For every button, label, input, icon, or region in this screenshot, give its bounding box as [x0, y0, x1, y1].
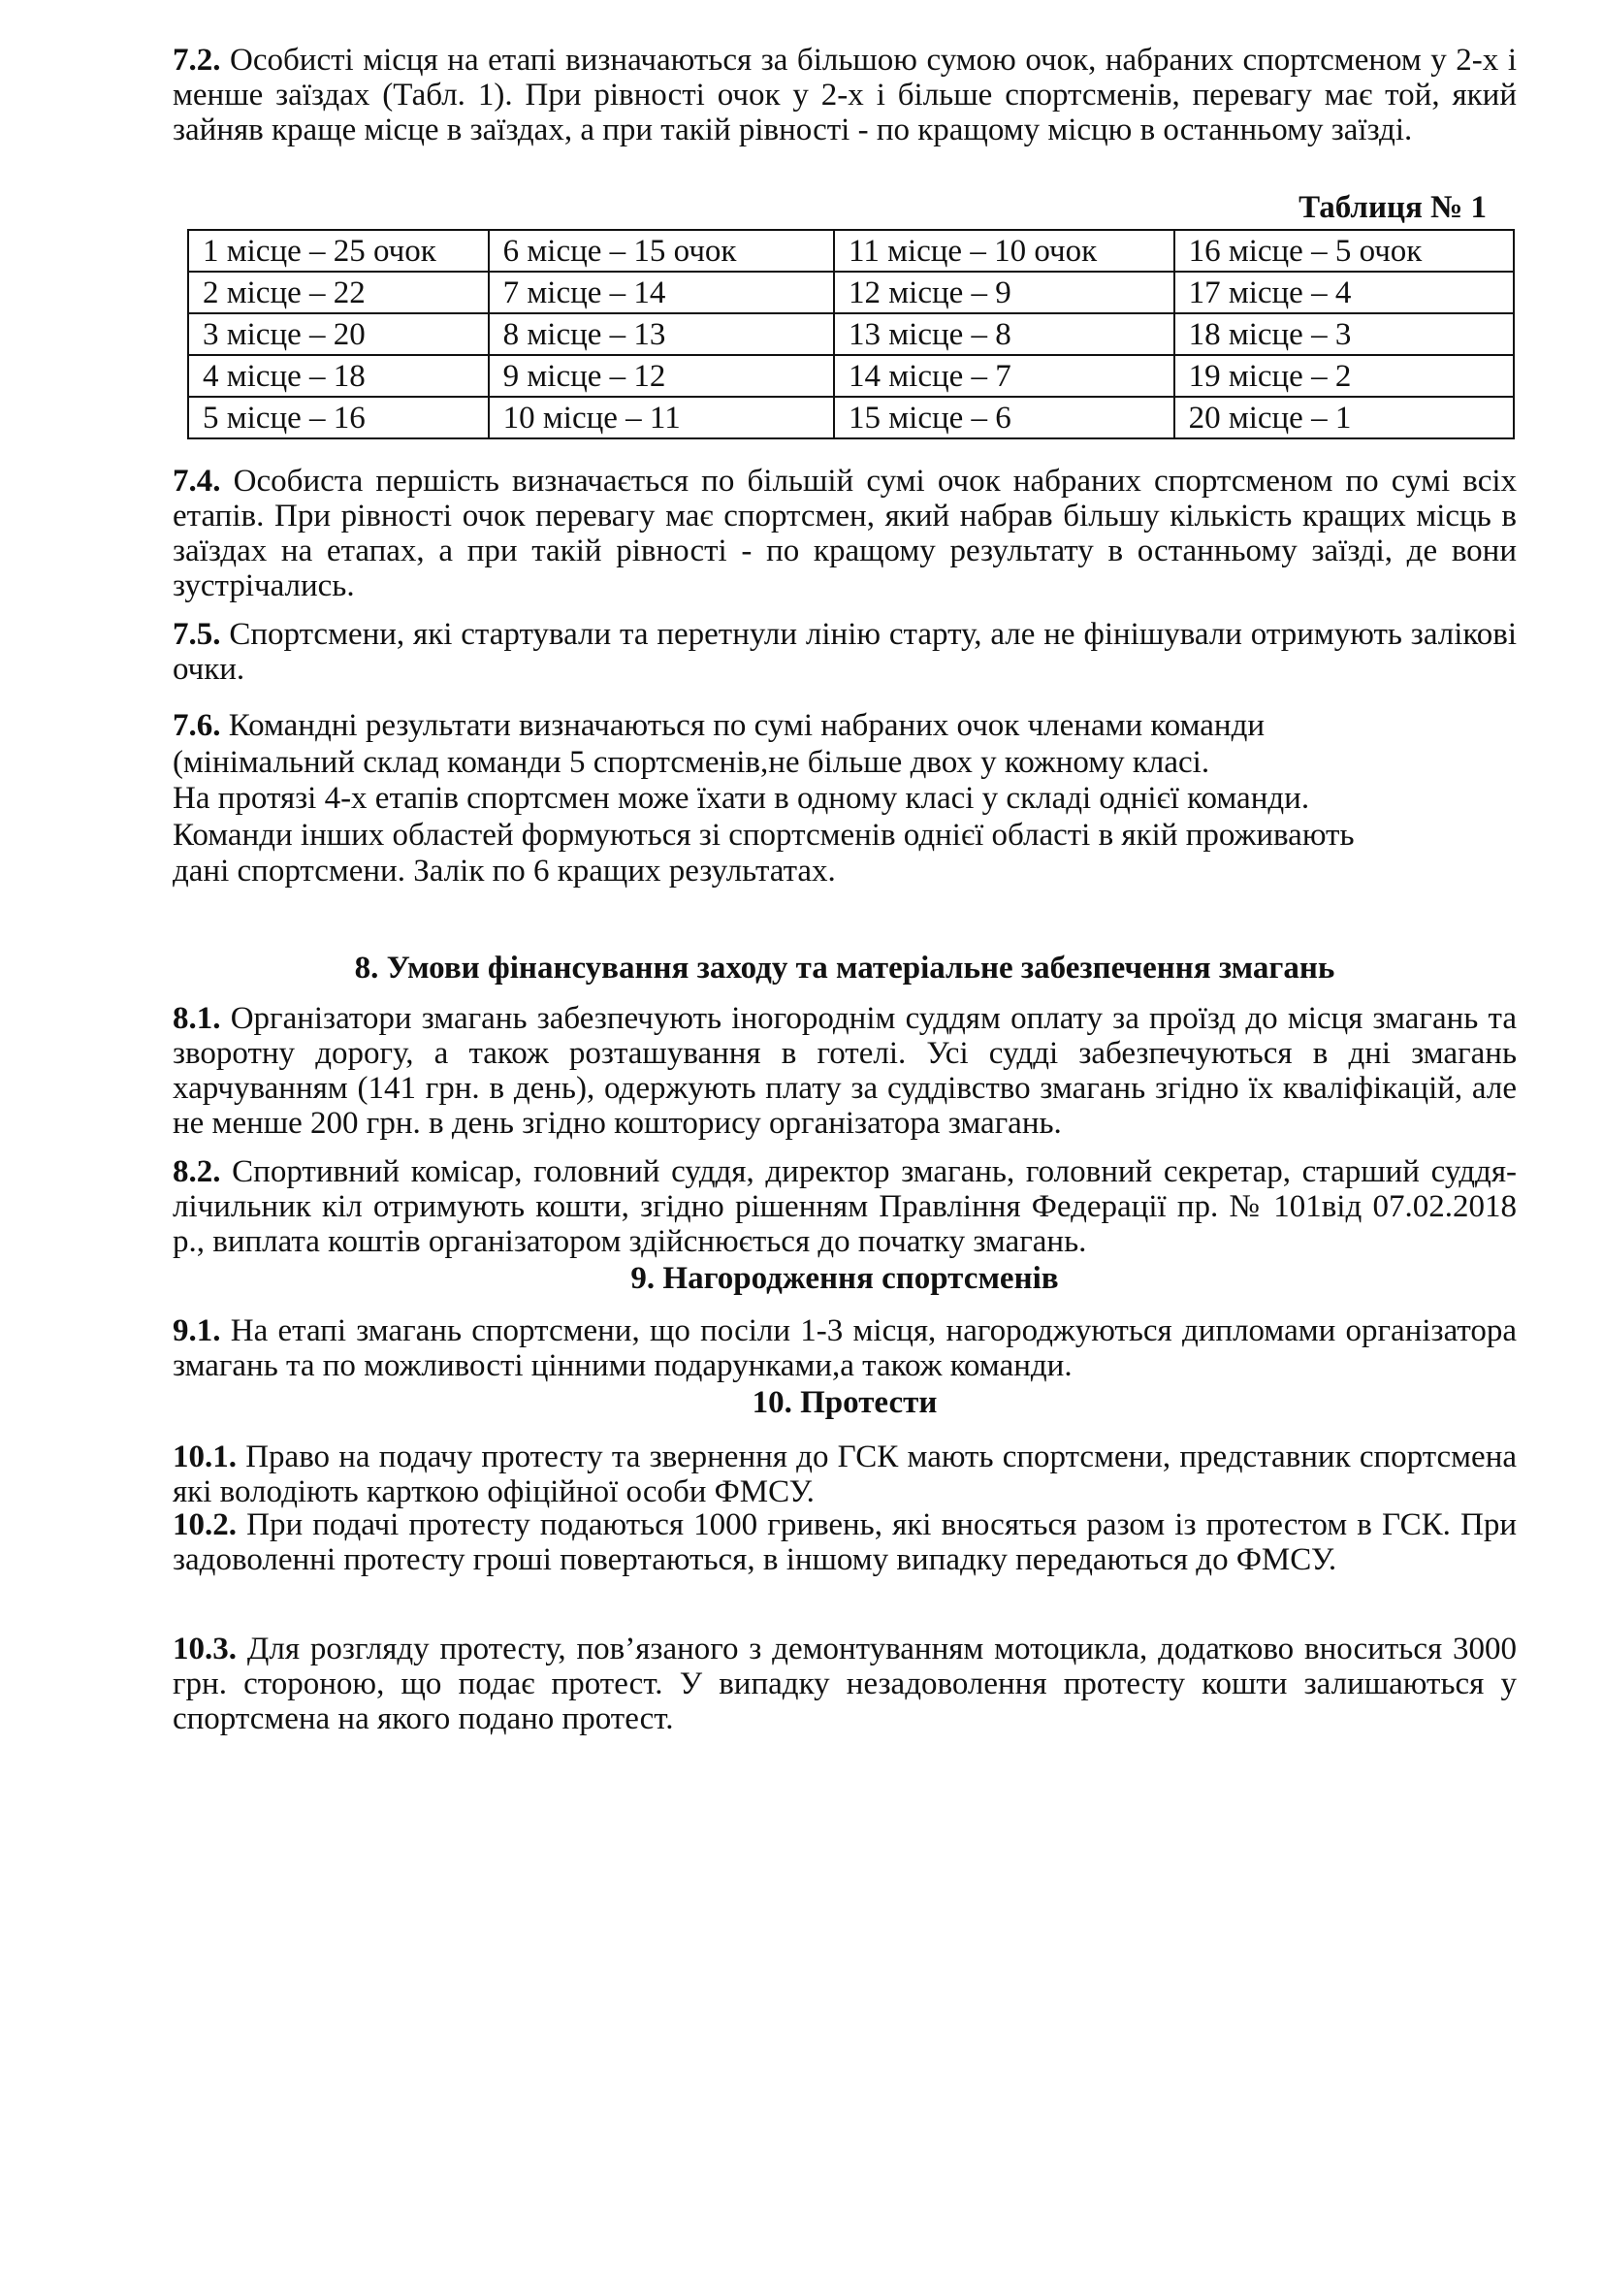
table-cell: 19 місце – 2: [1174, 355, 1514, 397]
table-cell: 8 місце – 13: [489, 313, 834, 355]
table-cell: 14 місце – 7: [834, 355, 1174, 397]
clause-text: Командні результати визначаються по сумі набраних очок членами команди: [220, 708, 1266, 743]
clause-number: 7.5.: [173, 617, 221, 652]
clause-text: Спортсмени, які стартували та перетнули лінію старту, але не фінішували отримують залікові очки.: [173, 617, 1517, 687]
table-row: [188, 230, 1514, 272]
table-cell: 12 місце – 9: [834, 272, 1174, 313]
clause-number: 7.2.: [173, 43, 221, 78]
paragraph-8-1: [173, 1001, 1517, 1141]
table-cell: 6 місце – 15 очок: [489, 230, 834, 272]
section-heading-9: 9. Нагородження спортсменів: [630, 1261, 1059, 1296]
table-cell: 4 місце – 18: [188, 355, 489, 397]
table-cell: 13 місце – 8: [834, 313, 1174, 355]
clause-number: 7.6.: [173, 708, 221, 743]
table-cell: 18 місце – 3: [1174, 313, 1514, 355]
clause-text: Організатори змагань забезпечують іногороднім суддям оплату за проїзд до місця змагань та зворотну дорогу, а також розташування в готелі. Усі судді забезпечуються в дні змагань харчуванням (141 грн. в день), одержують плату за суддівство змагань згідно їх кваліфікацій, але не менше 200 грн. в день згідно кошторису організатора змагань.: [173, 1001, 1517, 1141]
table-cell: 5 місце – 16: [188, 397, 489, 438]
clause-number: 8.1.: [173, 1001, 221, 1036]
clause-number: 9.1.: [173, 1313, 221, 1348]
clause-text: Право на подачу протесту та звернення до ГСК мають спортсмени, представник спортсмена які володіють карткою офіційної особи ФМСУ.: [173, 1439, 1518, 1509]
table-row: [188, 313, 1514, 355]
table-row: [188, 397, 1514, 438]
table-cell: 11 місце – 10 очок: [834, 230, 1174, 272]
paragraph-7-4: [173, 464, 1517, 603]
clause-number: 10.3.: [173, 1632, 237, 1666]
clause-number: 8.2.: [173, 1154, 221, 1189]
clause-text: Особисті місця на етапі визначаються за більшою сумою очок, набраних спортсменом у 2-х і менше заїздах (Табл. 1). При рівності очок у 2-х і більше спортсменів, перевагу має той, який зайняв краще місце в заїздах, а при такій рівності - по кращому місцю в останньому заїзді.: [173, 43, 1517, 147]
paragraph-8-2: [173, 1154, 1517, 1259]
table-cell: 10 місце – 11: [489, 397, 834, 438]
table-cell: 15 місце – 6: [834, 397, 1174, 438]
paragraph-10-3: [173, 1632, 1517, 1736]
paragraph-7-6: [173, 708, 1517, 890]
clause-number: 10.1.: [173, 1439, 237, 1474]
clause-number: 10.2.: [173, 1507, 237, 1542]
table-cell: 7 місце – 14: [489, 272, 834, 313]
clause-text: Особиста першість визначається по більшій сумі очок набраних спортсменом по сумі всіх етапів. При рівності очок перевагу має спортсмен, який набрав більшу кількість кращих місць в заїздах на етапах, а при такій рівності - по кращому результату в останньому заїзді, де вони зустрічались.: [173, 464, 1518, 603]
table-cell: 9 місце – 12: [489, 355, 834, 397]
table-cell: 3 місце – 20: [188, 313, 489, 355]
table-cell: 2 місце – 22: [188, 272, 489, 313]
table-cell: 1 місце – 25 очок: [188, 230, 489, 272]
table-caption: Таблиця № 1: [1298, 190, 1487, 225]
text-line: [173, 708, 1517, 745]
text-line: На протязі 4-х етапів спортсмен може їхати в одному класі у складі однієї команди.: [173, 781, 1310, 816]
text-line: Команди інших областей формуються зі спортсменів однієї області в якій проживають: [173, 817, 1355, 853]
clause-number: 7.4.: [173, 464, 221, 499]
section-heading-10: 10. Протести: [752, 1385, 938, 1420]
table-cell: 20 місце – 1: [1174, 397, 1514, 438]
section-heading-8: 8. Умови фінансування заходу та матеріальне забезпечення змагань: [354, 951, 1335, 986]
text-line: дані спортсмени. Залік по 6 кращих результатах.: [173, 854, 836, 889]
paragraph-7-2: [173, 43, 1517, 147]
paragraph-7-5: [173, 617, 1517, 687]
table-row: [188, 272, 1514, 313]
paragraph-10-1: [173, 1439, 1517, 1509]
paragraph-9-1: [173, 1313, 1517, 1383]
table-row: [188, 355, 1514, 397]
clause-text: Спортивний комісар, головний суддя, директор змагань, головний секретар, старший суддя-лічильник кіл отримують кошти, згідно рішенням Правління Федерації пр. № 101від 07.02.2018 р., виплата коштів організатором здійснюється до початку змагань.: [173, 1154, 1518, 1259]
table-cell: 17 місце – 4: [1174, 272, 1514, 313]
paragraph-10-2: [173, 1507, 1517, 1577]
text-line: (мінімальний склад команди 5 спортсменів,не більше двох у кожному класі.: [173, 744, 1210, 780]
points-table: [187, 229, 1515, 439]
table-cell: 16 місце – 5 очок: [1174, 230, 1514, 272]
clause-text: При подачі протесту подаються 1000 гривень, які вносяться разом із протестом в ГСК. При задоволенні протесту гроші повертаються, в іншому випадку передаються до ФМСУ.: [173, 1507, 1518, 1577]
clause-text: Для розгляду протесту, пов’язаного з демонтуванням мотоцикла, додатково вноситься 3000 грн. стороною, що подає протест. У випадку незадоволення протесту кошти залишаються у спортсмена на якого подано протест.: [173, 1632, 1518, 1736]
clause-text: На етапі змагань спортсмени, що посіли 1-3 місця, нагороджуються дипломами організатора змагань та по можливості цінними подарунками,а також команди.: [173, 1313, 1517, 1383]
